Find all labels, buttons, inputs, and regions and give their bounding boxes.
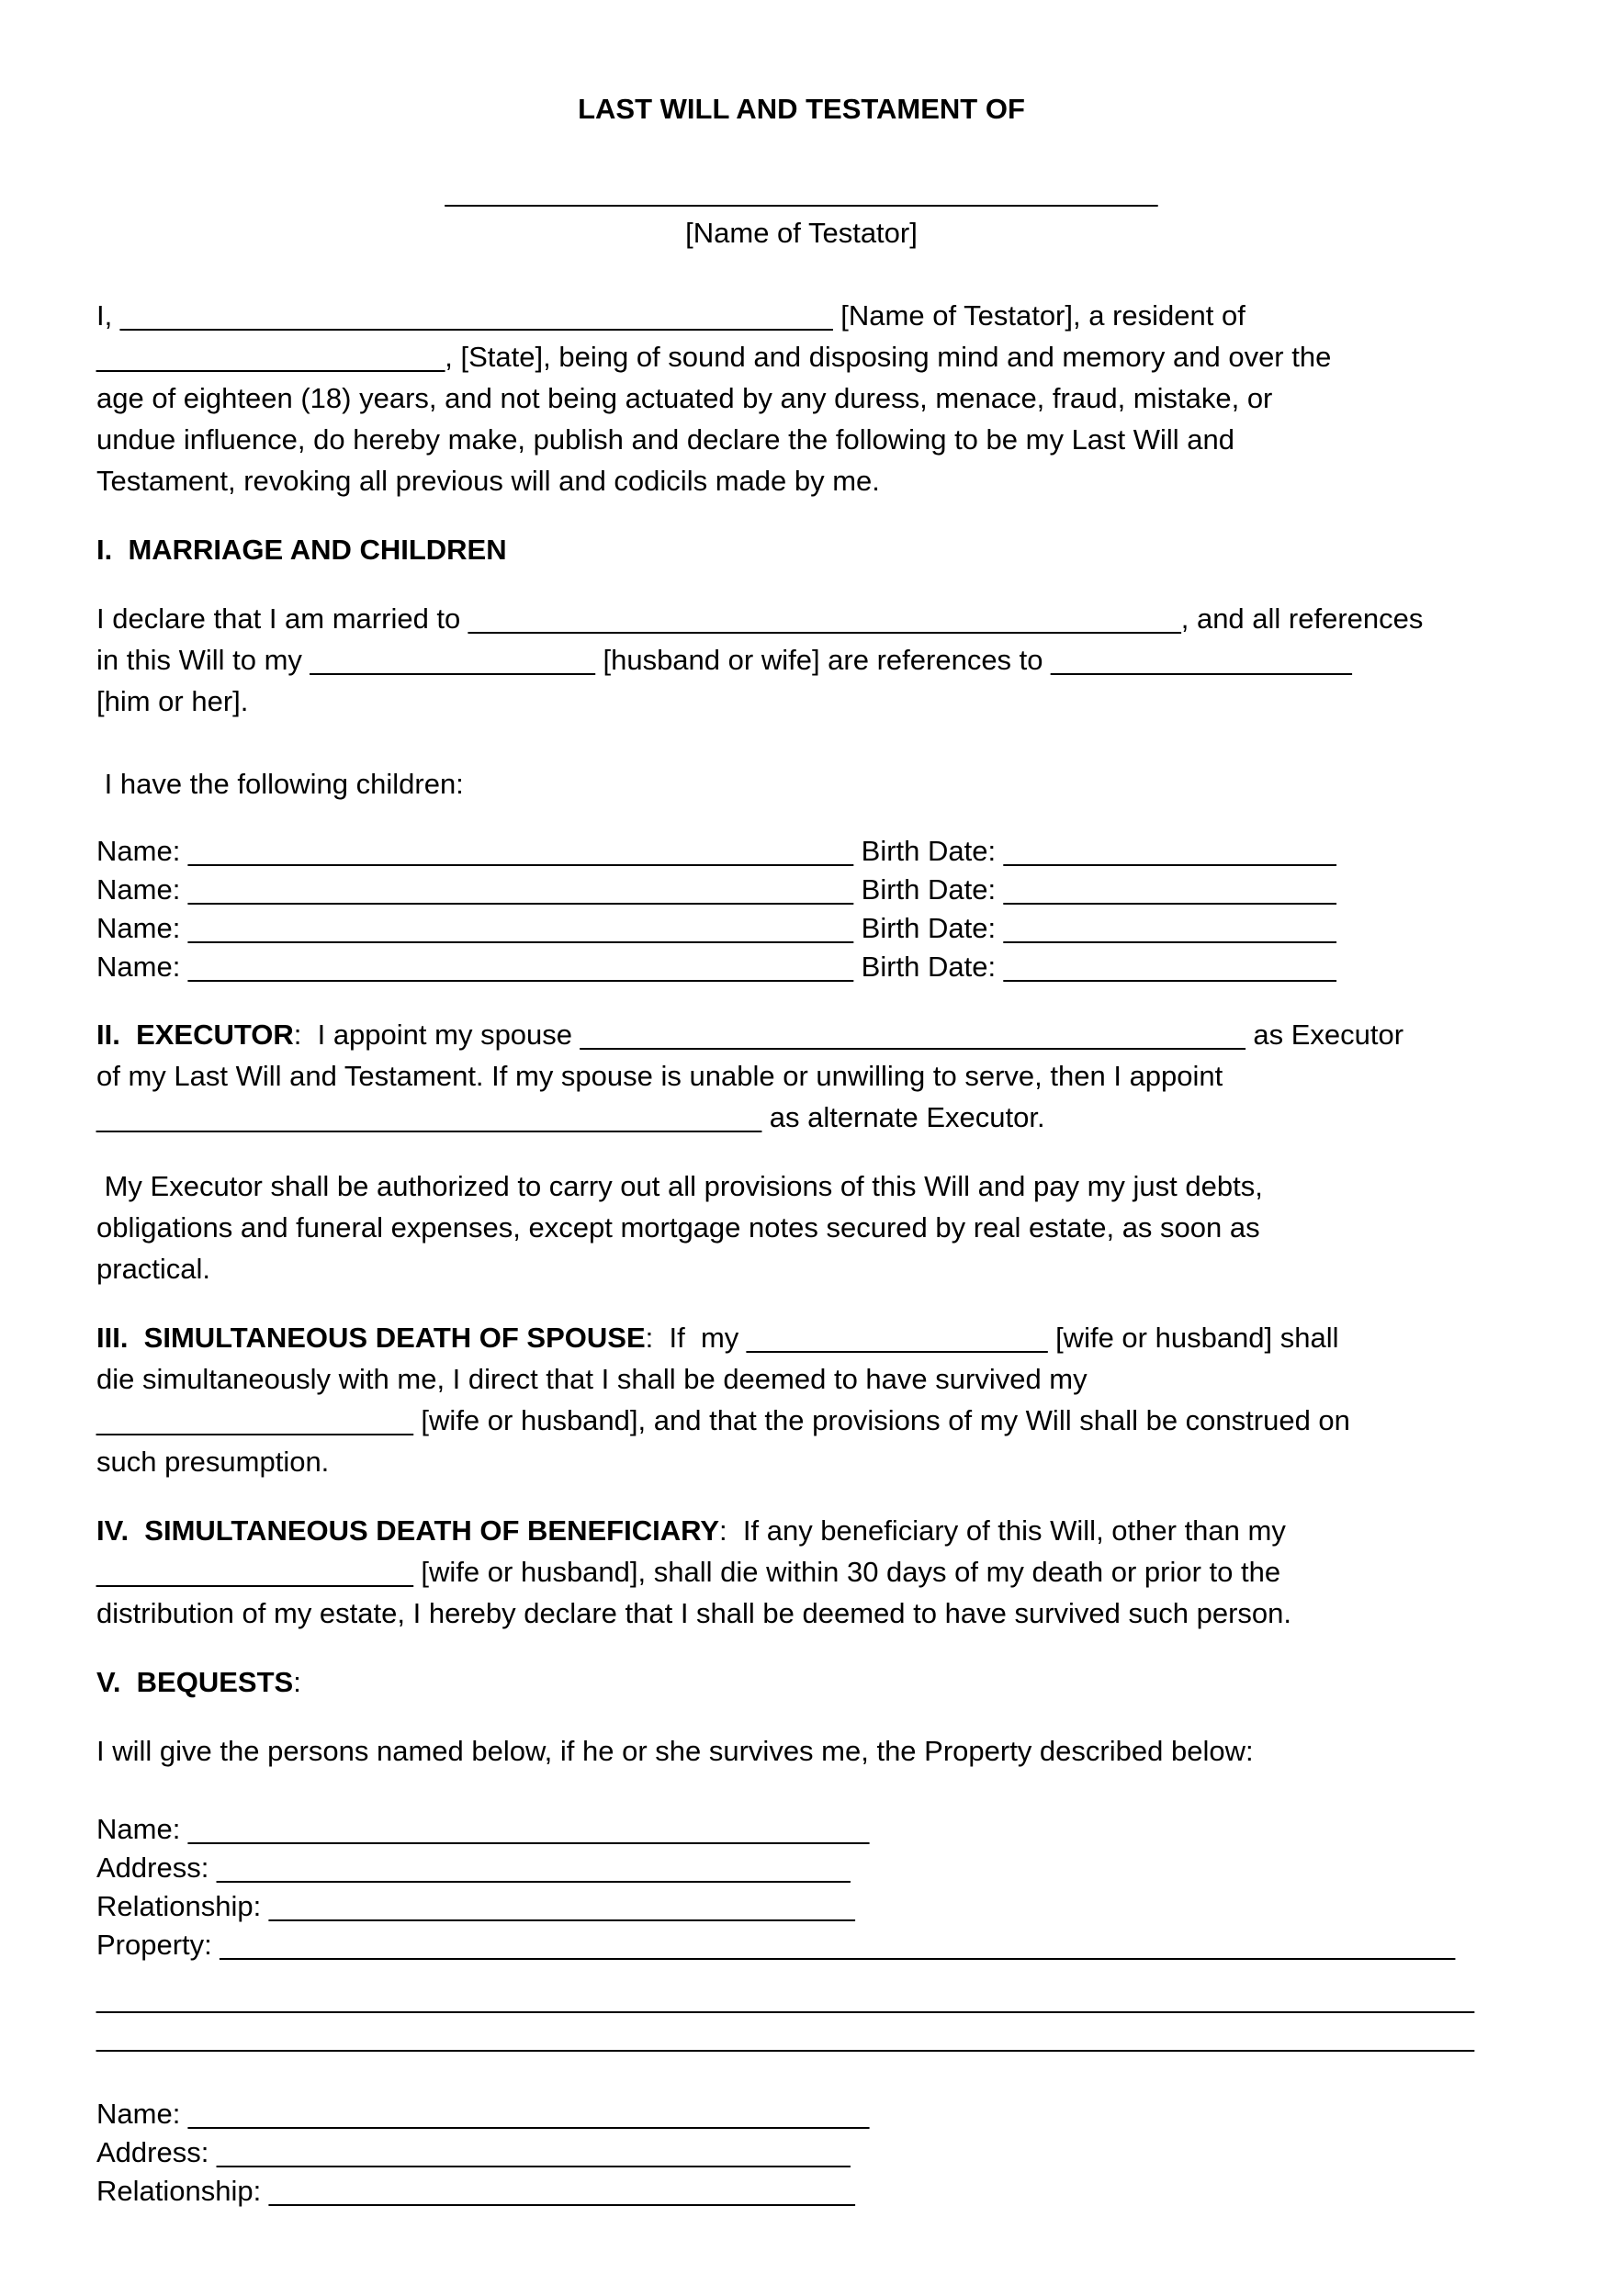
section-spouse-death-line-2: die simultaneously with me, I direct that I shall be deemed to have survived my [96,1363,1088,1395]
section-beneficiary-death-line-2: ____________________ [wife or husband], shall die within 30 days of my death or prior to the [96,1556,1281,1588]
section-beneficiary-death-heading: IV. SIMULTANEOUS DEATH OF BENEFICIARY [96,1514,720,1547]
testator-name-caption: [Name of Testator] [685,217,918,249]
bequest-2-name-row: Name: ___________________________________________ [96,2098,870,2130]
child-row-1: Name: __________________________________________ Birth Date: _____________________ [96,835,1336,867]
marriage-paragraph-line-1: I declare that I am married to _____________________________________________, and all references [96,602,1424,635]
section-spouse-death-line-1 [96,1317,1506,1358]
section-bequests-heading-line [96,1661,1506,1703]
marriage-paragraph-line-3: [him or her]. [96,685,249,717]
opening-paragraph-line-4: undue influence, do hereby make, publish and declare the following to be my Last Will and [96,423,1235,456]
section-executor-line-1-text: : I appoint my spouse __________________________________________ as Executor [293,1019,1404,1051]
section-spouse-death-heading: III. SIMULTANEOUS DEATH OF SPOUSE [96,1322,646,1354]
opening-paragraph-line-5: Testament, revoking all previous will and codicils made by me. [96,465,880,497]
section-spouse-death-line-1-text: : If my ___________________ [wife or husband] shall [645,1322,1339,1354]
section-spouse-death-line-3: ____________________ [wife or husband], and that the provisions of my Will shall be construed on [96,1404,1350,1436]
section-beneficiary-death-line-3: distribution of my estate, I hereby declare that I shall be deemed to have survived such person. [96,1597,1292,1629]
bequest-1-address-row: Address: ________________________________________ [96,1851,851,1884]
bequest-1-property-continuation-line-1: _______________________________________________________________________________________ [96,1982,1474,2014]
bequest-1-property-row: Property: ______________________________________________________________________________ [96,1929,1456,1961]
section-executor-heading: II. EXECUTOR [96,1019,294,1051]
document-title: LAST WILL AND TESTAMENT OF [578,93,1025,125]
section-executor-line-3: __________________________________________ as alternate Executor. [96,1101,1045,1133]
section-executor-line-2: of my Last Will and Testament. If my spouse is unable or unwilling to serve, then I appoint [96,1060,1223,1092]
testator-name-blank: _____________________________________________ [445,175,1158,208]
child-row-2: Name: __________________________________________ Birth Date: _____________________ [96,873,1336,906]
section-spouse-death-line-4: such presumption. [96,1446,330,1478]
child-row-4: Name: __________________________________________ Birth Date: _____________________ [96,951,1336,983]
bequest-2-relationship-row: Relationship: _____________________________________ [96,2175,855,2207]
child-row-3: Name: __________________________________________ Birth Date: _____________________ [96,912,1336,944]
bequest-2-address-row: Address: ________________________________________ [96,2136,851,2168]
bequests-intro: I will give the persons named below, if he or she survives me, the Property described below: [96,1735,1254,1767]
section-beneficiary-death-line-1-text: : If any beneficiary of this Will, other than my [719,1514,1286,1547]
bequest-1-name-row: Name: ___________________________________________ [96,1813,870,1845]
bequest-1-property-continuation-line-2: _______________________________________________________________________________________ [96,2020,1474,2053]
bequest-1-relationship-row: Relationship: _____________________________________ [96,1890,855,1922]
section-bequests-heading: V. BEQUESTS [96,1666,294,1698]
section-executor-line-1 [96,1014,1506,1055]
executor-powers-line-3: practical. [96,1253,211,1285]
section-marriage-heading: I. MARRIAGE AND CHILDREN [96,534,507,566]
section-beneficiary-death-line-1 [96,1510,1506,1551]
section-bequests-heading-colon: : [293,1666,301,1698]
executor-powers-line-2: obligations and funeral expenses, except mortgage notes secured by real estate, as soon as [96,1211,1260,1244]
opening-paragraph-line-2: ______________________, [State], being of sound and disposing mind and memory and over the [96,341,1332,373]
opening-paragraph-line-3: age of eighteen (18) years, and not being actuated by any duress, menace, fraud, mistake, or [96,382,1273,414]
executor-powers-line-1: My Executor shall be authorized to carry out all provisions of this Will and pay my just debts, [96,1170,1263,1202]
marriage-paragraph-line-2: in this Will to my __________________ [husband or wife] are references to ___________________ [96,644,1352,676]
children-intro: I have the following children: [96,768,464,800]
opening-paragraph-line-1: I, _____________________________________________ [Name of Testator], a resident of [96,299,1245,332]
